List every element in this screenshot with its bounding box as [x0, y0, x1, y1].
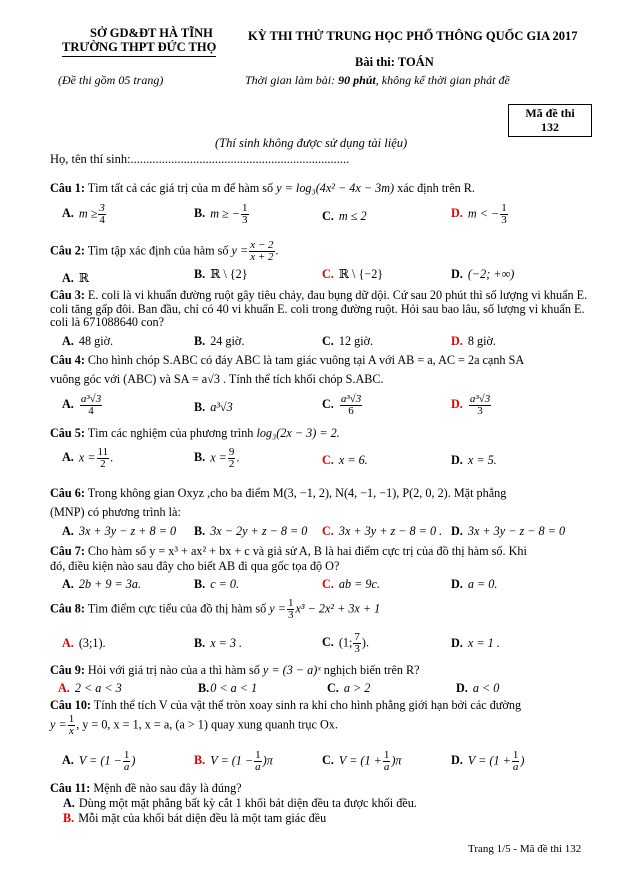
department-name: SỞ GD&ĐT HÀ TĨNH [90, 26, 213, 40]
page-footer: Trang 1/5 - Mã đề thi 132 [468, 843, 582, 855]
option-b[interactable]: B. V = (1 − $\frac{1}{a}$ )π [194, 749, 273, 773]
option-a[interactable]: A. V = (1 − $\frac{1}{a}$ ) [62, 749, 136, 773]
question-6: Câu 6: Trong không gian Oxyz ,cho ba điểm M(3, −1, 2), N(4, −1, −1), P(2, 0, 2). Mặt phẳng (MNP) có phương trình là: [50, 486, 507, 519]
option-a[interactable]: A. 2b + 9 = 3a. [62, 577, 142, 591]
option-c[interactable]: C. V = (1 + $\frac{1}{a}$ )π [322, 749, 402, 773]
question-9: Câu 9: Hỏi với giá trị nào của a thì hàm số y = (3 − a)ˣ nghịch biến trên R? [50, 663, 420, 677]
option-c[interactable]: C. a > 2 [327, 681, 371, 695]
option-b[interactable]: B. m ≥ − $\frac{1}{3}$ [194, 202, 248, 226]
option-d[interactable]: D. 3x + 3y − z − 8 = 0 [451, 524, 566, 538]
question-8: Câu 8: Tìm điểm cực tiểu của đồ thị hàm số y = $\frac{1}{3}$ x³ − 2x² + 3x + 1 [50, 597, 381, 621]
option-a[interactable]: A. ℝ [62, 271, 89, 285]
option-a[interactable]: A. $\frac{\text{a³√3}}{4}$ [62, 393, 102, 417]
question-4-options [62, 393, 590, 417]
question-7-options [62, 577, 590, 593]
question-1: Câu 1: Tìm tất cả các giá trị của m để hàm số y = log₃(4x² − 4x − 3m) xác định trên R. [50, 181, 475, 195]
question-11-option-a[interactable]: A. Dùng một mặt phẳng bất kỳ cắt 1 khối bát diện đều ta được khối đều. [63, 796, 417, 810]
option-c[interactable]: C. x = 6. [322, 453, 368, 467]
option-b[interactable]: B. x = 3 . [194, 636, 243, 650]
question-8-options [62, 631, 590, 655]
option-b[interactable]: B. 3x − 2y + z − 8 = 0 [194, 524, 308, 538]
option-c[interactable]: C. 12 giờ. [322, 334, 374, 348]
option-d[interactable]: D. 8 giờ. [451, 334, 496, 348]
option-b[interactable]: B. a³√3 [194, 400, 233, 414]
question-2-options [62, 267, 590, 283]
option-b[interactable]: B.0 < a < 1 [198, 681, 258, 695]
question-11-option-b[interactable]: B. Mỗi mặt của khối bát diện đều là một tam giác đều [63, 811, 327, 825]
option-b[interactable]: B. x = $\frac{9}{2}$ . [194, 446, 240, 470]
school-name: TRƯỜNG THPT ĐỨC THỌ [62, 40, 216, 57]
option-a[interactable]: A. 2 < a < 3 [58, 681, 122, 695]
option-d[interactable]: D. (−2; +∞) [451, 267, 515, 281]
question-6-options [62, 524, 590, 540]
exam-code-label: Mã đề thi [525, 106, 575, 120]
question-5-options [62, 446, 590, 470]
question-2: Câu 2: Tìm tập xác định của hàm số y = $\frac{x - 2}{x + 2}$ . [50, 239, 279, 263]
subject: Bài thi: TOÁN [355, 55, 434, 69]
question-4: Câu 4: Cho hình chóp S.ABC có đáy ABC là tam giác vuông tại A với AB = a, AC = 2a cạnh SA vuông góc với (ABC) và SA = a√3 . Tính thể tích khối chóp S.ABC. [50, 353, 525, 386]
time-note: Thời gian làm bài: 90 phút, không kể thời gian phát đề [245, 73, 510, 87]
option-a[interactable]: A. x = $\frac{11}{2}$ . [62, 446, 114, 470]
option-d[interactable]: D. a < 0 [456, 681, 500, 695]
option-a[interactable]: A. m ≥ $\frac{3}{4}$ [62, 202, 105, 226]
option-a[interactable]: A. (3;1). [62, 636, 106, 650]
exam-title: KỲ THI THỬ TRUNG HỌC PHỔ THÔNG QUỐC GIA 2017 [248, 29, 578, 43]
option-c[interactable]: C. m ≤ 2 [322, 209, 367, 223]
option-b[interactable]: B. 24 giờ. [194, 334, 245, 348]
option-d[interactable]: D. x = 1 . [451, 636, 500, 650]
option-d[interactable]: D. x = 5. [451, 453, 497, 467]
option-d[interactable]: D. m < − $\frac{1}{3}$ [451, 202, 507, 226]
question-11: Câu 11: Mệnh đề nào sau đây là đúng? [50, 781, 242, 795]
option-a[interactable]: A. 3x + 3y − z + 8 = 0 [62, 524, 177, 538]
option-d[interactable]: D. $\frac{\text{a³√3}}{3}$ [451, 393, 491, 417]
question-1-options [62, 202, 590, 226]
pages-note: (Đề thi gồm 05 trang) [58, 73, 164, 87]
question-3-options [62, 334, 590, 350]
no-documents-note: (Thí sinh không được sử dụng tài liệu) [215, 136, 408, 150]
option-c[interactable]: C. ℝ \ {−2} [322, 267, 384, 281]
question-3: Câu 3: E. coli là vi khuẩn đường ruột gây tiêu chảy, đau bụng dữ dội. Cứ sau 20 phút thì số lượng vi khuẩn E. coli tăng gấp đôi. Ban đầu, chỉ có 40 vi khuẩn E. coli trong đường ruột. Hỏi sau bao lâu, số lượng vi khuẩn E. coli là 671088640 con? [50, 288, 588, 329]
question-5: Câu 5: Tìm các nghiệm của phương trình log₃(2x − 3) = 2. [50, 426, 340, 440]
question-10-options [62, 749, 590, 773]
option-c[interactable]: C. 3x + 3y + z − 8 = 0 . [322, 524, 443, 538]
exam-code-box [508, 104, 592, 137]
question-7: Câu 7: Cho hàm số y = x³ + ax² + bx + c và giả sử A, B là hai điểm cực trị của đồ thị hàm số. Khi đó, điều kiện nào sau đây cho biết AB đi qua gốc tọa độ O? [50, 544, 527, 573]
question-10: Câu 10: Tính thể tích V của vật thể tròn xoay sinh ra khi cho hình phẳng giới hạn bởi các đường y = $\frac{1}{x}$ , y = 0, x = 1, x = a, (a > 1) quay xung quanh trục Ox. [50, 698, 522, 737]
option-b[interactable]: B. ℝ \ {2} [194, 267, 248, 281]
exam-code-value: 132 [541, 120, 559, 134]
option-d[interactable]: D. V = (1 + $\frac{1}{a}$ ) [451, 749, 525, 773]
option-a[interactable]: A. 48 giờ. [62, 334, 114, 348]
candidate-name-line: Họ, tên thí sinh:...................................................................... [50, 152, 350, 166]
question-9-options [58, 681, 586, 697]
option-d[interactable]: D. a = 0. [451, 577, 498, 591]
option-b[interactable]: B. c = 0. [194, 577, 240, 591]
option-c[interactable]: C. $\frac{\text{a³√3}}{6}$ [322, 393, 362, 417]
option-c[interactable]: C. ab = 9c. [322, 577, 380, 591]
option-c[interactable]: C. (1; $\frac{7}{3}$ ). [322, 631, 370, 655]
